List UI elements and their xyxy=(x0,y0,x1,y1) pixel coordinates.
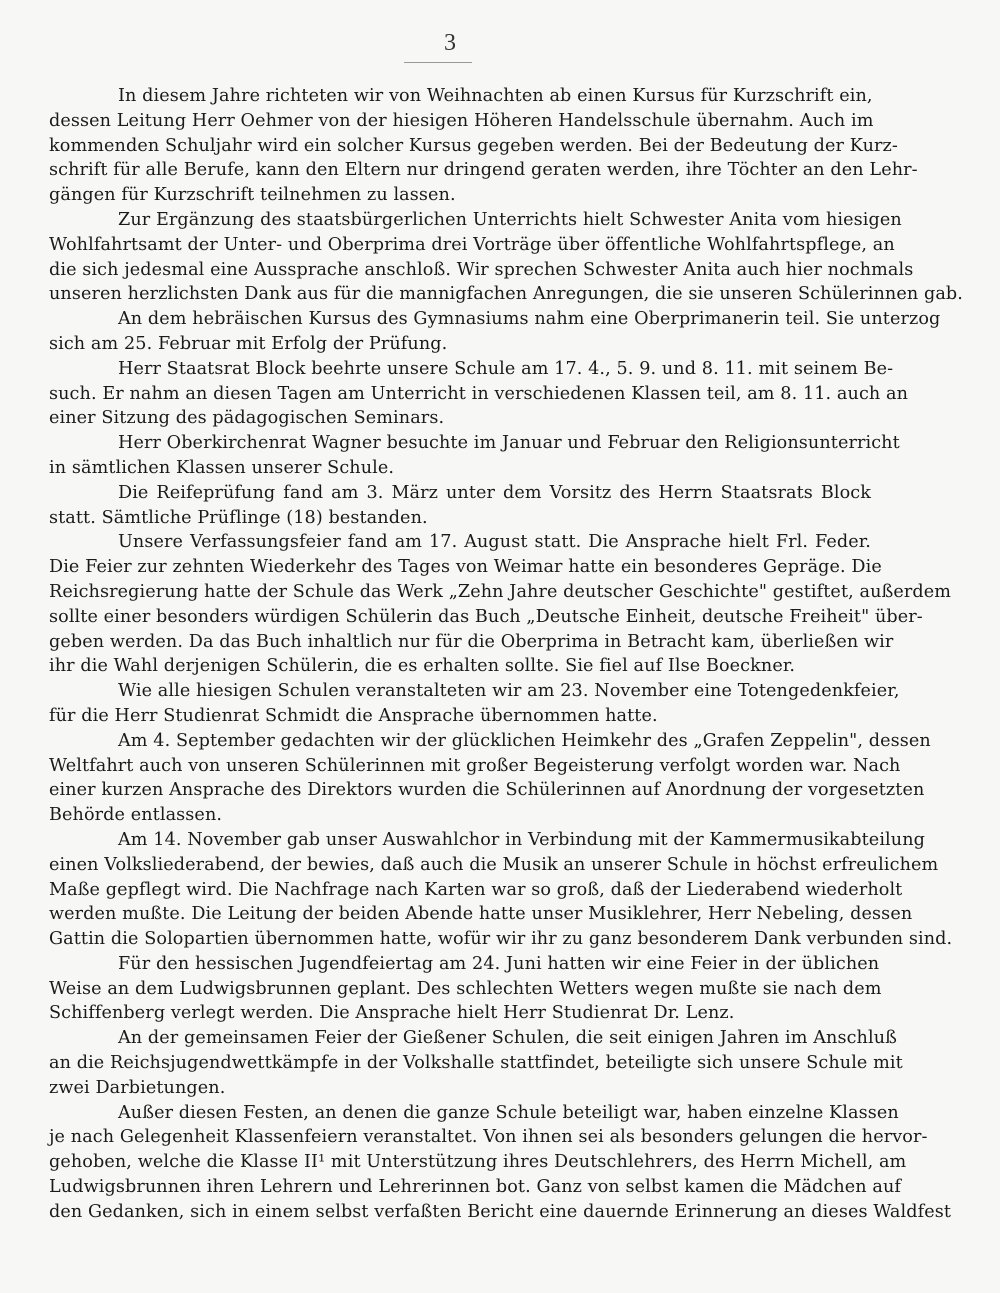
text-line: sich am 25. Februar mit Erfolg der Prüfung. xyxy=(49,333,448,354)
text-line: Die Reifeprüfung fand am 3. März unter dem Vorsitz des Herrn Staatsrats Block xyxy=(118,482,871,503)
text-line: Herr Staatsrat Block beehrte unsere Schule am 17. 4., 5. 9. und 8. 11. mit seinem Be- xyxy=(118,358,894,379)
page-number-rule xyxy=(404,62,472,63)
text-line: dessen Leitung Herr Oehmer von der hiesigen Höheren Handelsschule übernahm. Auch im xyxy=(49,110,874,131)
text-line: Wie alle hiesigen Schulen veranstalteten wir am 23. November eine Totengedenkfeier, xyxy=(118,681,900,702)
text-line: Schiffenberg verlegt werden. Die Ansprache hielt Herr Studienrat Dr. Lenz. xyxy=(49,1003,735,1024)
text-line: Maße gepflegt wird. Die Nachfrage nach Karten war so groß, daß der Liederabend wiederholt xyxy=(49,879,903,900)
text-line: Unsere Verfassungsfeier fand am 17. August statt. Die Ansprache hielt Frl. Feder. xyxy=(118,532,871,553)
document-body xyxy=(49,84,963,1225)
page-number: 3 xyxy=(444,30,456,56)
text-line: einen Volksliederabend, der bewies, daß auch die Musik an unserer Schule in höchst erfreulichem xyxy=(49,854,939,875)
text-line: zwei Darbietungen. xyxy=(49,1077,226,1098)
text-line: kommenden Schuljahr wird ein solcher Kursus gegeben werden. Bei der Bedeutung der Kurz- xyxy=(49,135,898,156)
text-line: Behörde entlassen. xyxy=(49,805,223,826)
text-line: An der gemeinsamen Feier der Gießener Schulen, die seit einigen Jahren im Anschluß xyxy=(118,1028,897,1049)
text-line: die sich jedesmal eine Aussprache anschloß. Wir sprechen Schwester Anita auch hier nochmals xyxy=(49,259,914,280)
text-line: Weltfahrt auch von unseren Schülerinnen mit großer Begeisterung verfolgt worden war. Nach xyxy=(49,755,901,776)
text-line: Gattin die Solopartien übernommen hatte, wofür wir ihr zu ganz besonderem Dank verbunden sind. xyxy=(49,929,953,950)
text-line: Am 14. November gab unser Auswahlchor in Verbindung mit der Kammermusikabteilung xyxy=(118,829,925,850)
text-line: werden mußte. Die Leitung der beiden Abende hatte unser Musiklehrer, Herr Nebeling, dessen xyxy=(49,904,913,925)
text-line: je nach Gelegenheit Klassenfeiern veranstaltet. Von ihnen sei als besonders gelungen die hervor- xyxy=(49,1127,928,1148)
text-line: einer kurzen Ansprache des Direktors wurden die Schülerinnen auf Anordnung der vorgesetzten xyxy=(49,780,925,801)
text-line: Ludwigsbrunnen ihren Lehrern und Lehrerinnen bot. Ganz von selbst kamen die Mädchen auf xyxy=(49,1177,902,1198)
text-line: Reichsregierung hatte der Schule das Werk „Zehn Jahre deutscher Geschichte" gestiftet, außerdem xyxy=(49,581,952,602)
text-line: An dem hebräischen Kursus des Gymnasiums nahm eine Oberprimanerin teil. Sie unterzog xyxy=(118,309,941,330)
text-line: In diesem Jahre richteten wir von Weihnachten ab einen Kursus für Kurzschrift ein, xyxy=(118,86,873,106)
text-line: statt. Sämtliche Prüflinge (18) bestanden. xyxy=(49,507,428,528)
text-line: für die Herr Studienrat Schmidt die Ansprache übernommen hatte. xyxy=(49,705,658,726)
text-line: Außer diesen Festen, an denen die ganze Schule beteiligt war, haben einzelne Klassen xyxy=(118,1102,899,1123)
text-line: einer Sitzung des pädagogischen Seminars. xyxy=(49,408,445,429)
text-line: den Gedanken, sich in einem selbst verfaßten Bericht eine dauernde Erinnerung an dieses Waldfest xyxy=(49,1201,952,1222)
text-line: Am 4. September gedachten wir der glücklichen Heimkehr des „Grafen Zeppelin", dessen xyxy=(118,730,931,751)
text-line: unseren herzlichsten Dank aus für die mannigfachen Anregungen, die sie unseren Schülerinnen gab. xyxy=(49,284,963,305)
text-line: geben werden. Da das Buch inhaltlich nur für die Oberprima in Betracht kam, überließen wir xyxy=(49,631,894,652)
text-line: sollte einer besonders würdigen Schülerin das Buch „Deutsche Einheit, deutsche Freiheit" über- xyxy=(49,606,923,627)
text-line: such. Er nahm an diesen Tagen am Unterricht in verschiedenen Klassen teil, am 8. 11. auch an xyxy=(49,383,909,404)
text-line: Zur Ergänzung des staatsbürgerlichen Unterrichts hielt Schwester Anita vom hiesigen xyxy=(118,209,902,230)
text-line: gehoben, welche die Klasse II¹ mit Unterstützung ihres Deutschlehrers, des Herrn Michell, am xyxy=(49,1152,907,1173)
text-line: schrift für alle Berufe, kann den Eltern nur dringend geraten werden, ihre Töchter an den Lehr- xyxy=(49,160,918,181)
text-line: ihr die Wahl derjenigen Schülerin, die es erhalten sollte. Sie fiel auf Ilse Boeckner. xyxy=(49,656,796,677)
text-line: an die Reichsjugendwettkämpfe in der Volkshalle stattfindet, beteiligte sich unsere Schule mit xyxy=(49,1053,903,1074)
text-line: Herr Oberkirchenrat Wagner besuchte im Januar und Februar den Religionsunterricht xyxy=(118,433,900,454)
text-line: Für den hessischen Jugendfeiertag am 24. Juni hatten wir eine Feier in der üblichen xyxy=(118,953,880,974)
text-line: Die Feier zur zehnten Wiederkehr des Tages von Weimar hatte ein besonderes Gepräge. Die xyxy=(49,557,882,578)
text-line: Wohlfahrtsamt der Unter- und Oberprima drei Vorträge über öffentliche Wohlfahrtspflege, an xyxy=(49,234,895,255)
text-line: gängen für Kurzschrift teilnehmen zu lassen. xyxy=(49,185,456,206)
text-line: in sämtlichen Klassen unserer Schule. xyxy=(49,457,395,478)
text-line: Weise an dem Ludwigsbrunnen geplant. Des schlechten Wetters wegen mußte sie nach dem xyxy=(49,978,882,999)
